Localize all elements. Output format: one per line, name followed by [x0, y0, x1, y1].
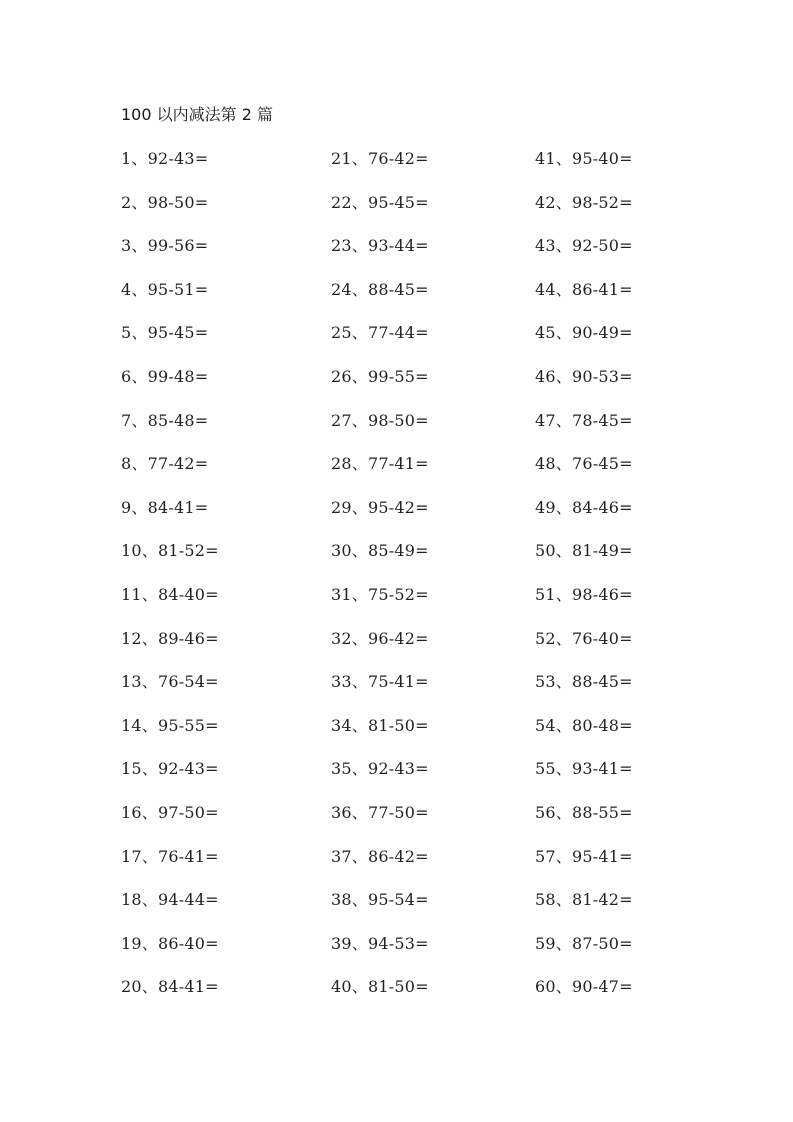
problem-column-2 — [331, 147, 429, 1019]
problem-item: 25、77-44= — [331, 323, 429, 343]
problem-item: 57、95-41= — [535, 846, 633, 866]
problem-item: 2、98-50= — [121, 192, 209, 212]
problem-item: 46、90-53= — [535, 366, 633, 386]
problem-item: 8、77-42= — [121, 454, 209, 474]
problem-item: 40、81-50= — [331, 977, 429, 997]
problem-item: 53、88-45= — [535, 672, 633, 692]
problem-item: 29、95-42= — [331, 497, 429, 517]
problem-item: 42、98-52= — [535, 192, 633, 212]
problem-item: 13、76-54= — [121, 672, 219, 692]
problem-item: 44、86-41= — [535, 279, 633, 299]
worksheet-title: 100 以内减法第 2 篇 — [121, 105, 273, 124]
problem-item: 47、78-45= — [535, 410, 633, 430]
problem-item: 51、98-46= — [535, 584, 633, 604]
problem-item: 22、95-45= — [331, 192, 429, 212]
problem-item: 3、99-56= — [121, 236, 209, 256]
problem-item: 36、77-50= — [331, 802, 429, 822]
problem-item: 35、92-43= — [331, 759, 429, 779]
problem-item: 52、76-40= — [535, 628, 633, 648]
problem-item: 26、99-55= — [331, 366, 429, 386]
problem-item: 48、76-45= — [535, 454, 633, 474]
problem-item: 33、75-41= — [331, 672, 429, 692]
problem-item: 37、86-42= — [331, 846, 429, 866]
problem-item: 56、88-55= — [535, 802, 633, 822]
problem-item: 27、98-50= — [331, 410, 429, 430]
problem-item: 23、93-44= — [331, 236, 429, 256]
problem-item: 54、80-48= — [535, 715, 633, 735]
problem-item: 32、96-42= — [331, 628, 429, 648]
problem-item: 4、95-51= — [121, 279, 209, 299]
problem-item: 6、99-48= — [121, 366, 209, 386]
problem-item: 18、94-44= — [121, 890, 219, 910]
problem-item: 20、84-41= — [121, 977, 219, 997]
problem-item: 17、76-41= — [121, 846, 219, 866]
problem-item: 55、93-41= — [535, 759, 633, 779]
problem-item: 28、77-41= — [331, 454, 429, 474]
problem-column-1 — [121, 147, 219, 1019]
problem-item: 7、85-48= — [121, 410, 209, 430]
problem-item: 34、81-50= — [331, 715, 429, 735]
problem-item: 9、84-41= — [121, 497, 209, 517]
problem-item: 5、95-45= — [121, 323, 209, 343]
problem-item: 59、87-50= — [535, 933, 633, 953]
problem-item: 60、90-47= — [535, 977, 633, 997]
problem-item: 41、95-40= — [535, 149, 633, 168]
problem-item: 43、92-50= — [535, 236, 633, 256]
problem-item: 39、94-53= — [331, 933, 429, 953]
problem-item: 16、97-50= — [121, 802, 219, 822]
problem-item: 31、75-52= — [331, 584, 429, 604]
problem-item: 58、81-42= — [535, 890, 633, 910]
problem-item: 19、86-40= — [121, 933, 219, 953]
problem-item: 15、92-43= — [121, 759, 219, 779]
problem-item: 11、84-40= — [121, 584, 219, 604]
problem-item: 30、85-49= — [331, 541, 429, 561]
problem-item: 14、95-55= — [121, 715, 219, 735]
problem-item: 21、76-42= — [331, 149, 429, 168]
problem-item: 1、92-43= — [121, 149, 209, 168]
problem-item: 24、88-45= — [331, 279, 429, 299]
problem-item: 49、84-46= — [535, 497, 633, 517]
problem-item: 45、90-49= — [535, 323, 633, 343]
problem-item: 12、89-46= — [121, 628, 219, 648]
problem-item: 38、95-54= — [331, 890, 429, 910]
problem-column-3 — [535, 147, 633, 1019]
problem-item: 50、81-49= — [535, 541, 633, 561]
problem-item: 10、81-52= — [121, 541, 219, 561]
